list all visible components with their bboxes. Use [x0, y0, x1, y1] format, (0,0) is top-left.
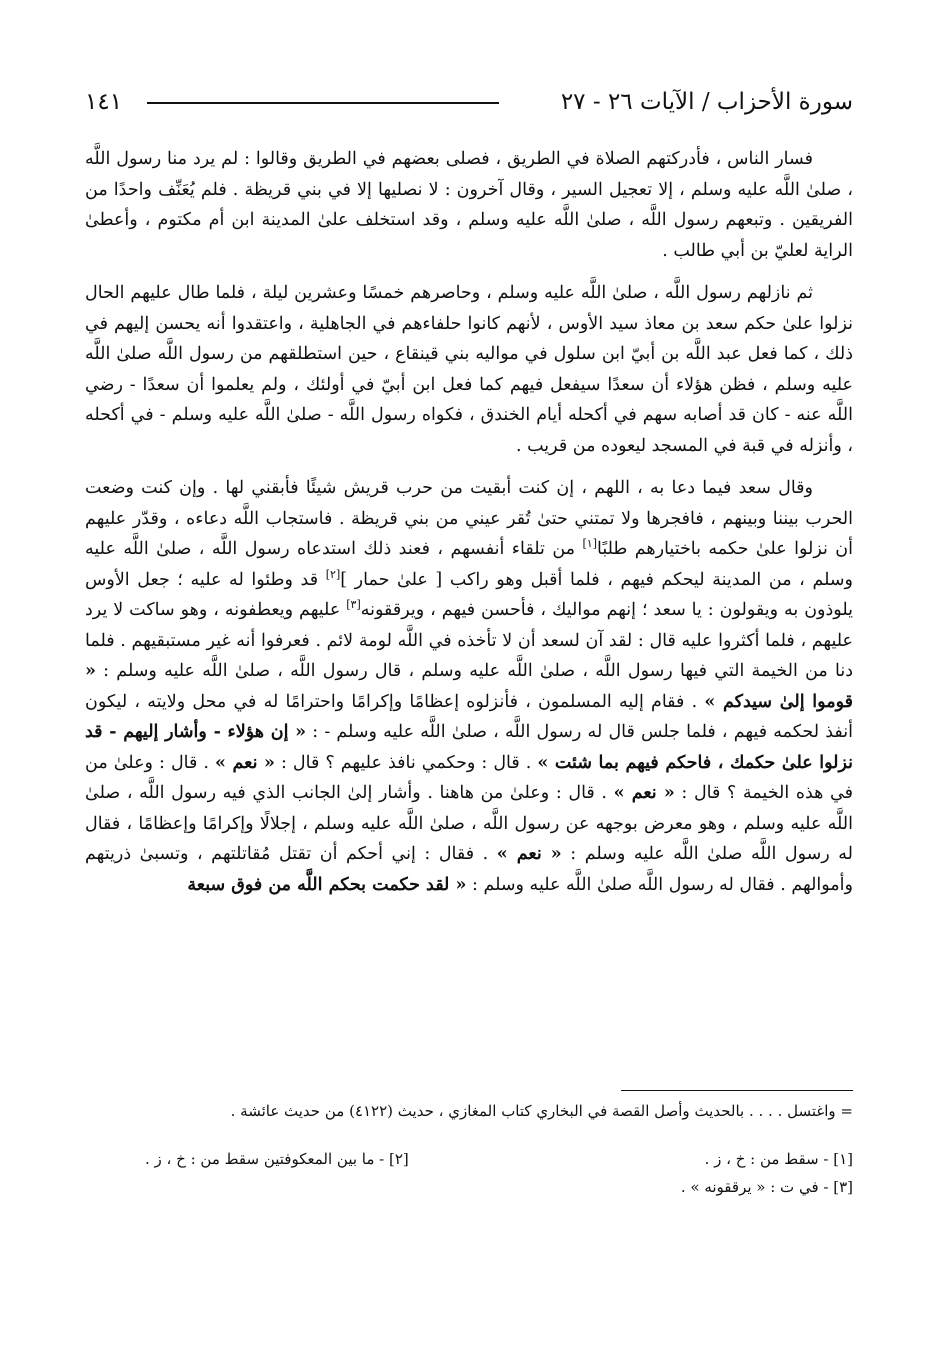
footnote-row: [85, 1146, 853, 1174]
footnote-continued: = واغتسل . . . . بالحديث وأصل القصة في البخاري كتاب المغازي ، حديث (٤١٢٢) من حديث عائشة .: [230, 1102, 853, 1120]
text-run: . فقام إليه المسلمون ، فأنزلوه إعظامًا وإكرامًا واحترامًا له في محل ولايته ، ليكون أنفذ لحكمه فيهم ، فلما جلس قال له رسول اللَّه ، صلىٰ اللَّه عليه وسلم - :: [85, 691, 853, 742]
text-run: قد وطئوا له عليه ؛ جعل الأوس يلوذون به ويقولون : يا سعد ؛ إنهم مواليك ، فأحسن فيهم ، ويرققونه: [85, 569, 853, 620]
paragraph-2: ثم نازلهم رسول اللَّه ، صلىٰ اللَّه عليه وسلم ، وحاصرهم خمسًا وعشرين ليلة ، فلما طال عليهم الحال نزلوا علىٰ حكم سعد بن معاذ سيد الأوس ، لأنهم كانوا حلفاءهم في الجاهلية ، واعتقدوا أنه يحسن إليهم في ذلك ، كما فعل عبد اللَّه بن أبيّ ابن سلول في مواليه بني قينقاع ، حين استطلقهم من رسول اللَّه صلىٰ اللَّه عليه وسلم ، فظن هؤلاء أن سعدًا سيفعل فيهم كما فعل ابن أبيّ في أولئك ، ولم يعلموا أن سعدًا - رضي اللَّه عنه - كان قد أصابه سهم في أكحله أيام الخندق ، فكواه رسول اللَّه - صلىٰ اللَّه عليه وسلم - في أكحله ، وأنزله في قبة في المسجد ليعوده من قريب .: [85, 283, 853, 456]
hadith-quote: « نعم »: [215, 752, 275, 773]
footnote-ref-2: [٢]: [325, 567, 341, 581]
text-run: . قال : وعلىٰ من هاهنا . وأشار إلىٰ الجانب الذي فيه رسول اللَّه ، صلىٰ اللَّه عليه وسلم ، وهو معرض بوجهه عن رسول اللَّه ، صلىٰ اللَّه عليه وسلم ، إجلالًا وإكرامًا وإعظامًا ، فقال له رسول اللَّه صلىٰ اللَّه عليه وسلم :: [85, 783, 853, 864]
text-run: وقال سعد فيما دعا به ، اللهم ، إن كنت أبقيت من حرب قريش شيئًا فأبقني لها . وإن كنت وضعت الحرب بيننا وبينهم ، فافجرها ولا تمتني حتىٰ تُقر عيني من بني قريظة . فاستجاب اللَّه دعاءه ، وقدّر عليهم أن نزلوا علىٰ حكمه باختيارهم طلبًا: [85, 478, 854, 559]
text-run: . فقال : إني أحكم أن تقتل مُقاتلتهم ، وتسبىٰ ذريتهم وأموالهم . فقال له رسول اللَّه صلىٰ اللَّه عليه وسلم :: [85, 844, 853, 895]
footnote-ref-1: [١]: [582, 537, 597, 551]
header-rule: [147, 102, 499, 104]
hadith-quote: « نعم »: [613, 783, 675, 803]
page-header: [85, 84, 853, 120]
paragraph-3: [85, 473, 853, 900]
running-title: سورة الأحزاب / الآيات ٢٦ - ٢٧: [560, 89, 853, 115]
footnote-row: [85, 1174, 853, 1202]
footnote-2: [٢] - ما بين المعكوفتين سقط من : خ ، ز .: [145, 1150, 409, 1168]
hadith-quote: « إن هؤلاء - وأشار إليهم - قد نزلوا علىٰ حكمك ، فاحكم فيهم بما شئت »: [85, 722, 854, 773]
main-text: [85, 144, 853, 912]
hadith-quote: « قوموا إلىٰ سيدكم »: [85, 661, 853, 712]
footnote-1: [١] - سقط من : خ ، ز .: [704, 1150, 853, 1168]
text-run: . قال : وحكمي نافذ عليهم ؟ قال :: [274, 752, 538, 773]
footnote-ref-3: [٣]: [346, 598, 361, 612]
text-run: عليهم ويعطفونه ، وهو ساكت لا يرد عليهم ، فلما أكثروا عليه قال : لقد آن لسعد أن لا تأخذه في اللَّه لومة لائم . فعرفوا أنه غير مستبقيهم . فلما دنا من الخيمة التي فيها رسول اللَّه ، صلىٰ اللَّه عليه وسلم ، قال رسول اللَّه ، صلىٰ اللَّه عليه وسلم :: [85, 600, 853, 681]
hadith-quote: « لقد حكمت بحكم اللَّه من فوق سبعة: [187, 874, 467, 895]
text-run: . قال : وعلىٰ من في هذه الخيمة ؟ قال :: [85, 752, 853, 803]
footnote-3: [٣] - في ت : « يرققونه » .: [680, 1178, 853, 1196]
hadith-quote: « نعم »: [496, 844, 562, 864]
paragraph-1: فسار الناس ، فأدركتهم الصلاة في الطريق ، فصلى بعضهم في الطريق وقالوا : لم يرد منا رسول اللَّه ، صلىٰ اللَّه عليه وسلم ، إلا تعجيل السير ، وقال آخرون : لا نصليها إلا في بني قريظة . فلم يُعَنِّف واحدًا من الفريقين . وتبعهم رسول اللَّه ، صلىٰ اللَّه عليه وسلم ، وقد استخلف علىٰ المدينة ابن أم مكتوم ، وأعطىٰ الراية لعليّ بن أبي طالب .: [85, 149, 853, 261]
text-run: من تلقاء أنفسهم ، فعند ذلك استدعاه رسول اللَّه ، صلىٰ اللَّه عليه وسلم ، من المدينة ليحكم فيهم ، فلما أقبل وهو راكب [ علىٰ حمار ]: [85, 539, 853, 590]
footnotes: [85, 1098, 853, 1202]
footnote-rule: [621, 1090, 853, 1091]
page-number: ١٤١: [85, 89, 123, 115]
